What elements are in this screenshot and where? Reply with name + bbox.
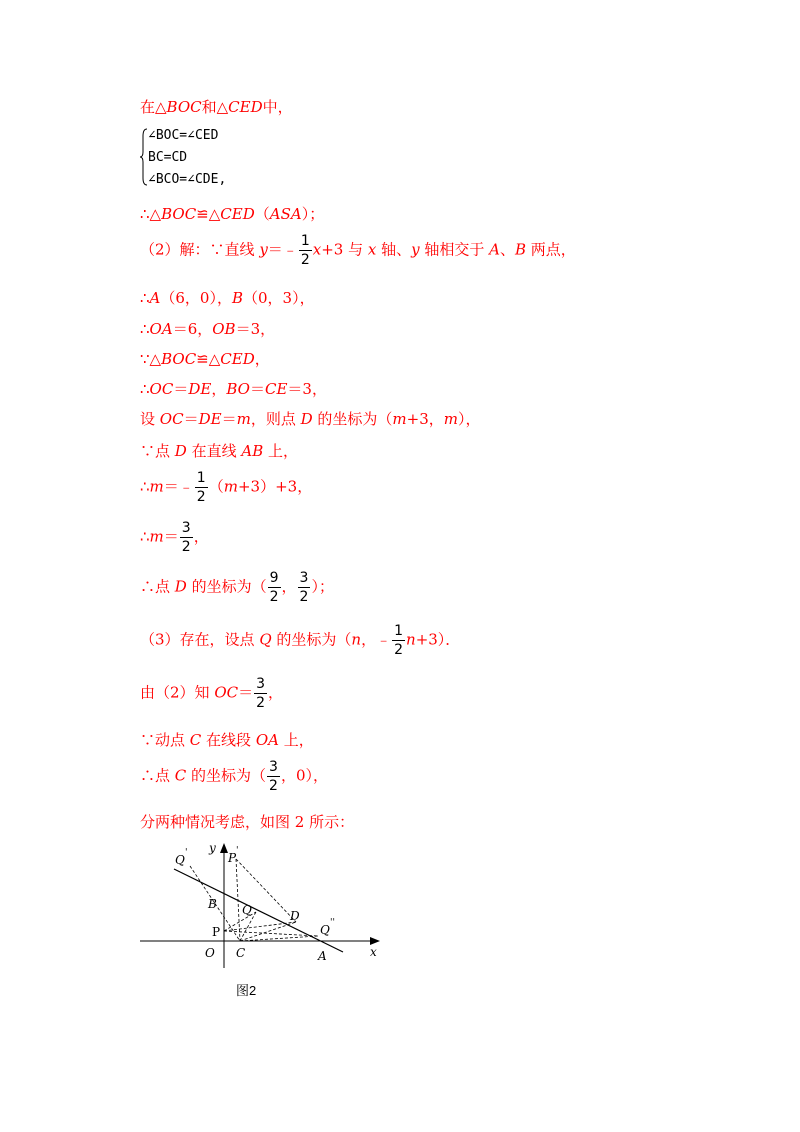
line-m-value: ∴m＝ $\frac{3}{2}$ ， (140, 520, 209, 555)
line-points-ab: ∴A（6，0），B（0，3）， (140, 289, 315, 307)
label-b: B (208, 897, 217, 911)
label-d: D (290, 909, 300, 923)
label-q-prime-mark: ' (185, 848, 188, 858)
fraction: $\frac{1}{2}$ (196, 470, 206, 505)
line-d-on-ab: ∵点 D 在直线 AB 上， (140, 442, 298, 460)
label-p-prime-mark: ' (236, 846, 239, 856)
label-y: y (209, 841, 216, 855)
figure-caption: 图2 (236, 983, 257, 998)
label-x: x (370, 945, 377, 959)
fraction: $\frac{3}{2}$ (299, 570, 309, 605)
line-set-m: 设 OC＝DE＝m，则点 D 的坐标为（m+3，m）， (140, 410, 481, 428)
dashed-p-qpp (224, 931, 318, 936)
x-axis-arrow (370, 937, 380, 945)
line-part2-intro: （2）解：∵直线 y＝﹣ $\frac{1}{2}$ x+3 与 x 轴、y 轴相交于 A、B 两点， (140, 233, 576, 268)
label-q-dprime-mark: '' (330, 918, 335, 928)
y-axis-arrow (220, 843, 228, 853)
line-c-on-oa: ∵动点 C 在线段 OA 上， (140, 731, 314, 749)
fraction: $\frac{1}{2}$ (394, 623, 404, 658)
line-congruent-asa: ∴△BOC≌△CED（ASA）； (140, 205, 325, 223)
line-triangles: 在△BOC和△CED中， (140, 98, 293, 116)
fraction: $\frac{9}{2}$ (269, 570, 279, 605)
label-o: O (205, 946, 215, 960)
fraction: $\frac{3}{2}$ (269, 759, 278, 794)
line-two-cases: 分两种情况考虑，如图 2 所示： (140, 813, 355, 831)
line-part3-intro: （3）存在，设点 Q 的坐标为（n，﹣ $\frac{1}{2}$ n+3）． (140, 623, 461, 658)
fraction: $\frac{3}{2}$ (256, 676, 266, 711)
fraction: $\frac{1}{2}$ (300, 233, 310, 268)
line-oc-value: 由（2）知 OC＝ $\frac{3}{2}$ ， (140, 676, 284, 711)
system-line-3: ∠BCO=∠CDE, (148, 172, 227, 187)
line-ab (174, 869, 343, 952)
line-oa-ob: ∴OA＝6，OB＝3， (140, 320, 276, 338)
line-congruent: ∵△BOC≌△CED， (140, 350, 270, 368)
system-brace (140, 128, 148, 186)
line-d-coords: ∴点 D 的坐标为（ $\frac{9}{2}$ ， $\frac{3}{2}$ ）； (140, 570, 334, 605)
label-c: C (236, 946, 246, 960)
line-equal-sides: ∴OC＝DE，BO＝CE＝3， (140, 380, 327, 398)
label-q-prime: Q (175, 853, 185, 867)
dashed-p-d (224, 922, 296, 931)
line-c-coords: ∴点 C 的坐标为（ $\frac{3}{2}$ ，0）， (140, 759, 329, 794)
system-line-1: ∠BOC=∠CED (148, 128, 219, 143)
label-q-dprime: Q (320, 923, 330, 937)
label-q: Q (242, 903, 252, 917)
fraction: $\frac{3}{2}$ (181, 520, 191, 555)
line-m-equation: ∴m＝﹣ $\frac{1}{2}$ （m+3）+3， (140, 470, 313, 505)
geometry-figure (132, 836, 392, 976)
label-a: A (318, 949, 327, 963)
label-p-prime: P (228, 851, 237, 865)
system-line-2: BC=CD (148, 150, 188, 165)
label-p: P (212, 925, 221, 939)
